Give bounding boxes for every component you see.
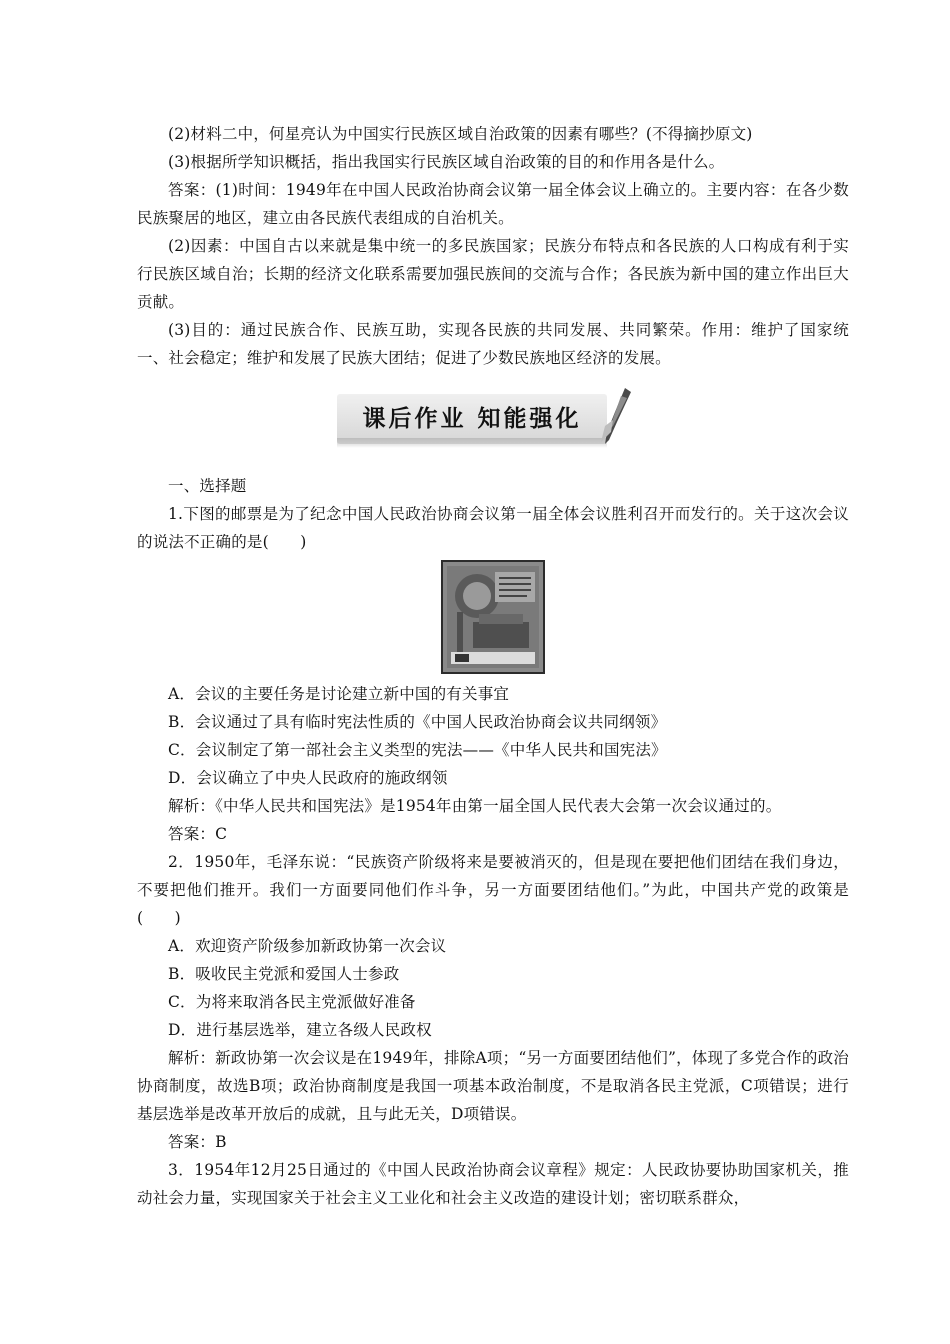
question-2-option-a: A．欢迎资产阶级参加新政协第一次会议 <box>168 937 447 955</box>
section-banner <box>137 392 849 452</box>
question-2-option-c: C．为将来取消各民主党派做好准备 <box>168 993 416 1011</box>
question-2-option-d: D．进行基层选举，建立各级人民政权 <box>168 1021 432 1039</box>
question-1-option-b: B．会议通过了具有临时宪法性质的《中国人民政治协商会议共同纲领》 <box>168 713 667 731</box>
commemorative-stamp-image <box>441 560 545 674</box>
brush-stroke-icon <box>595 386 635 448</box>
banner-shadow <box>337 438 607 448</box>
question-1-stem: 1.下图的邮票是为了纪念中国人民政治协商会议第一届全体会议胜利召开而发行的。关于这次会议的说法不正确的是( ) <box>137 505 849 551</box>
answer-1-text: 答案：(1)时间：1949年在中国人民政治协商会议第一届全体会议上确立的。主要内容：在各少数民族聚居的地区，建立由各民族代表组成的自治机关。 <box>137 181 849 227</box>
page-content <box>137 120 849 1212</box>
stamp-figure <box>137 560 849 674</box>
question-1-analysis: 解析：《中华人民共和国宪法》是1954年由第一届全国人民代表大会第一次会议通过的。 <box>168 797 782 815</box>
question-1-option-d: D．会议确立了中央人民政府的施政纲领 <box>168 769 448 787</box>
part-heading: 一、选择题 <box>168 477 247 495</box>
answer-3-text: (3)目的：通过民族合作、民族互助，实现各民族的共同发展、共同繁荣。作用：维护了国家统一、社会稳定；维护和发展了民族大团结；促进了少数民族地区经济的发展。 <box>137 321 849 367</box>
question-2-text: (2)材料二中，何星亮认为中国实行民族区域自治政策的因素有哪些？(不得摘抄原文) <box>168 125 753 143</box>
question-1-option-a: A．会议的主要任务是讨论建立新中国的有关事宜 <box>168 685 510 703</box>
question-3-text: (3)根据所学知识概括，指出我国实行民族区域自治政策的目的和作用各是什么。 <box>168 153 725 171</box>
section-title: 课后作业 知能强化 <box>362 406 582 432</box>
question-2-analysis: 解析：新政协第一次会议是在1949年，排除A项；“另一方面要团结他们”，体现了多党合作的政治协商制度，故选B项；政治协商制度是我国一项基本政治制度，不是取消各民主党派，C项错误；进行基层选举是改革开放后的成就，且与此无关，D项错误。 <box>137 1049 849 1123</box>
question-3-stem: 3．1954年12月25日通过的《中国人民政治协商会议章程》规定：人民政协要协助国家机关，推动社会力量，实现国家关于社会主义工业化和社会主义改造的建设计划；密切联系群众， <box>137 1161 849 1207</box>
question-1-option-c: C．会议制定了第一部社会主义类型的宪法——《中华人民共和国宪法》 <box>168 741 667 759</box>
question-1-answer: 答案：C <box>168 825 228 843</box>
question-2-option-b: B．吸收民主党派和爱国人士参政 <box>168 965 400 983</box>
question-2-stem: 2．1950年，毛泽东说：“民族资产阶级将来是要被消灭的，但是现在要把他们团结在我们身边，不要把他们推开。我们一方面要同他们作斗争，另一方面要团结他们。”为此，中国共产党的政策是( ) <box>137 853 849 927</box>
stamp-illustration <box>443 562 543 672</box>
answer-2-text: (2)因素：中国自古以来就是集中统一的多民族国家；民族分布特点和各民族的人口构成有利于实行民族区域自治；长期的经济文化联系需要加强民族间的交流与合作；各民族为新中国的建立作出巨大贡献。 <box>137 237 849 311</box>
question-2-answer: 答案：B <box>168 1133 227 1151</box>
